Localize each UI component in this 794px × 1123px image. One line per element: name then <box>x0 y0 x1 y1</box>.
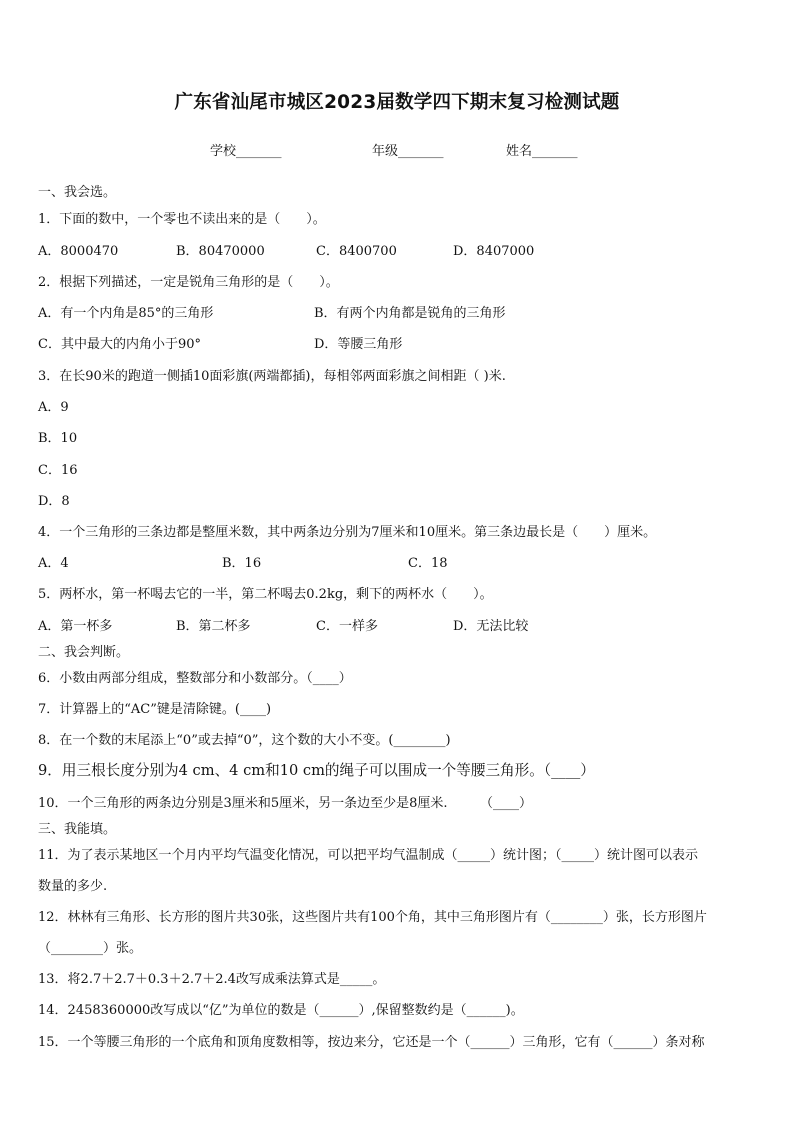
question-11-line1: 11．为了表示某地区一个月内平均气温变化情况，可以把平均气温制成（_____）统计图；（_____）统计图可以表示 <box>38 848 699 863</box>
q5-option-c: C．一样多 <box>316 619 378 634</box>
q2-option-d: D．等腰三角形 <box>314 337 403 352</box>
section-heading-fill: 三、我能填。 <box>38 822 117 837</box>
q3-option-d: D．8 <box>38 494 70 509</box>
question-10: 10．一个三角形的两条边分别是3厘米和5厘米，另一条边至少是8厘米. （____） <box>38 796 532 811</box>
section-heading-choose: 一、我会选。 <box>38 185 117 200</box>
section-heading-judge: 二、我会判断。 <box>38 645 130 660</box>
q3-option-a: A．9 <box>38 400 69 415</box>
question-11-line2: 数量的多少. <box>38 879 108 894</box>
question-12-line2: （________）张。 <box>38 941 143 956</box>
question-9: 9．用三根长度分别为4 cm、4 cm和10 cm的绳子可以围成一个等腰三角形。（____） <box>38 762 595 779</box>
q3-option-c: C．16 <box>38 463 78 478</box>
question-8: 8．在一个数的末尾添上“0”或去掉“0”，这个数的大小不变。(________) <box>38 733 451 748</box>
question-14: 14．2458360000改写成以“亿”为单位的数是（______）,保留整数约是（______)。 <box>38 1003 524 1018</box>
q2-option-b: B．有两个内角都是锐角的三角形 <box>314 306 506 321</box>
q5-option-b: B．第二杯多 <box>176 619 251 634</box>
question-4: 4．一个三角形的三条边都是整厘米数，其中两条边分别为7厘米和10厘米。第三条边最长是（ ）厘米。 <box>38 525 657 540</box>
question-6: 6．小数由两部分组成，整数部分和小数部分。（____） <box>38 671 352 686</box>
q1-option-d: D．8407000 <box>453 244 535 259</box>
q1-option-a: A．8000470 <box>38 244 119 259</box>
grade-field: 年级_______ <box>372 144 444 159</box>
q3-option-b: B．10 <box>38 431 78 446</box>
q4-option-b: B．16 <box>222 556 262 571</box>
question-3: 3．在长90米的跑道一侧插10面彩旗(两端都插)，每相邻两面彩旗之间相距（ )米. <box>38 369 506 384</box>
page-title: 广东省汕尾市城区2023届数学四下期末复习检测试题 <box>174 92 620 113</box>
question-13: 13．将2.7＋2.7＋0.3＋2.7＋2.4改写成乘法算式是_____。 <box>38 972 386 987</box>
q1-option-b: B．80470000 <box>176 244 265 259</box>
question-12-line1: 12．林林有三角形、长方形的图片共30张，这些图片共有100个角，其中三角形图片有（________）张，长方形图片 <box>38 910 707 925</box>
school-field: 学校_______ <box>210 144 282 159</box>
question-1: 1．下面的数中，一个零也不读出来的是（ ）。 <box>38 212 326 227</box>
q5-option-d: D．无法比较 <box>453 619 529 634</box>
name-field: 姓名_______ <box>506 144 578 159</box>
q2-option-c: C．其中最大的内角小于90° <box>38 337 201 352</box>
q1-option-c: C．8400700 <box>316 244 397 259</box>
q4-option-a: A．4 <box>38 556 69 571</box>
question-2: 2．根据下列描述，一定是锐角三角形的是（ ）。 <box>38 275 339 290</box>
q4-option-c: C．18 <box>408 556 448 571</box>
question-5: 5．两杯水，第一杯喝去它的一半，第二杯喝去0.2kg，剩下的两杯水（ ）。 <box>38 587 493 602</box>
question-7: 7．计算器上的“AC”键是清除键。(____) <box>38 702 272 717</box>
question-15: 15．一个等腰三角形的一个底角和顶角度数相等，按边来分，它还是一个（______）三角形，它有（______）条对称 <box>38 1035 705 1050</box>
q5-option-a: A．第一杯多 <box>38 619 113 634</box>
q2-option-a: A．有一个内角是85°的三角形 <box>38 306 214 321</box>
